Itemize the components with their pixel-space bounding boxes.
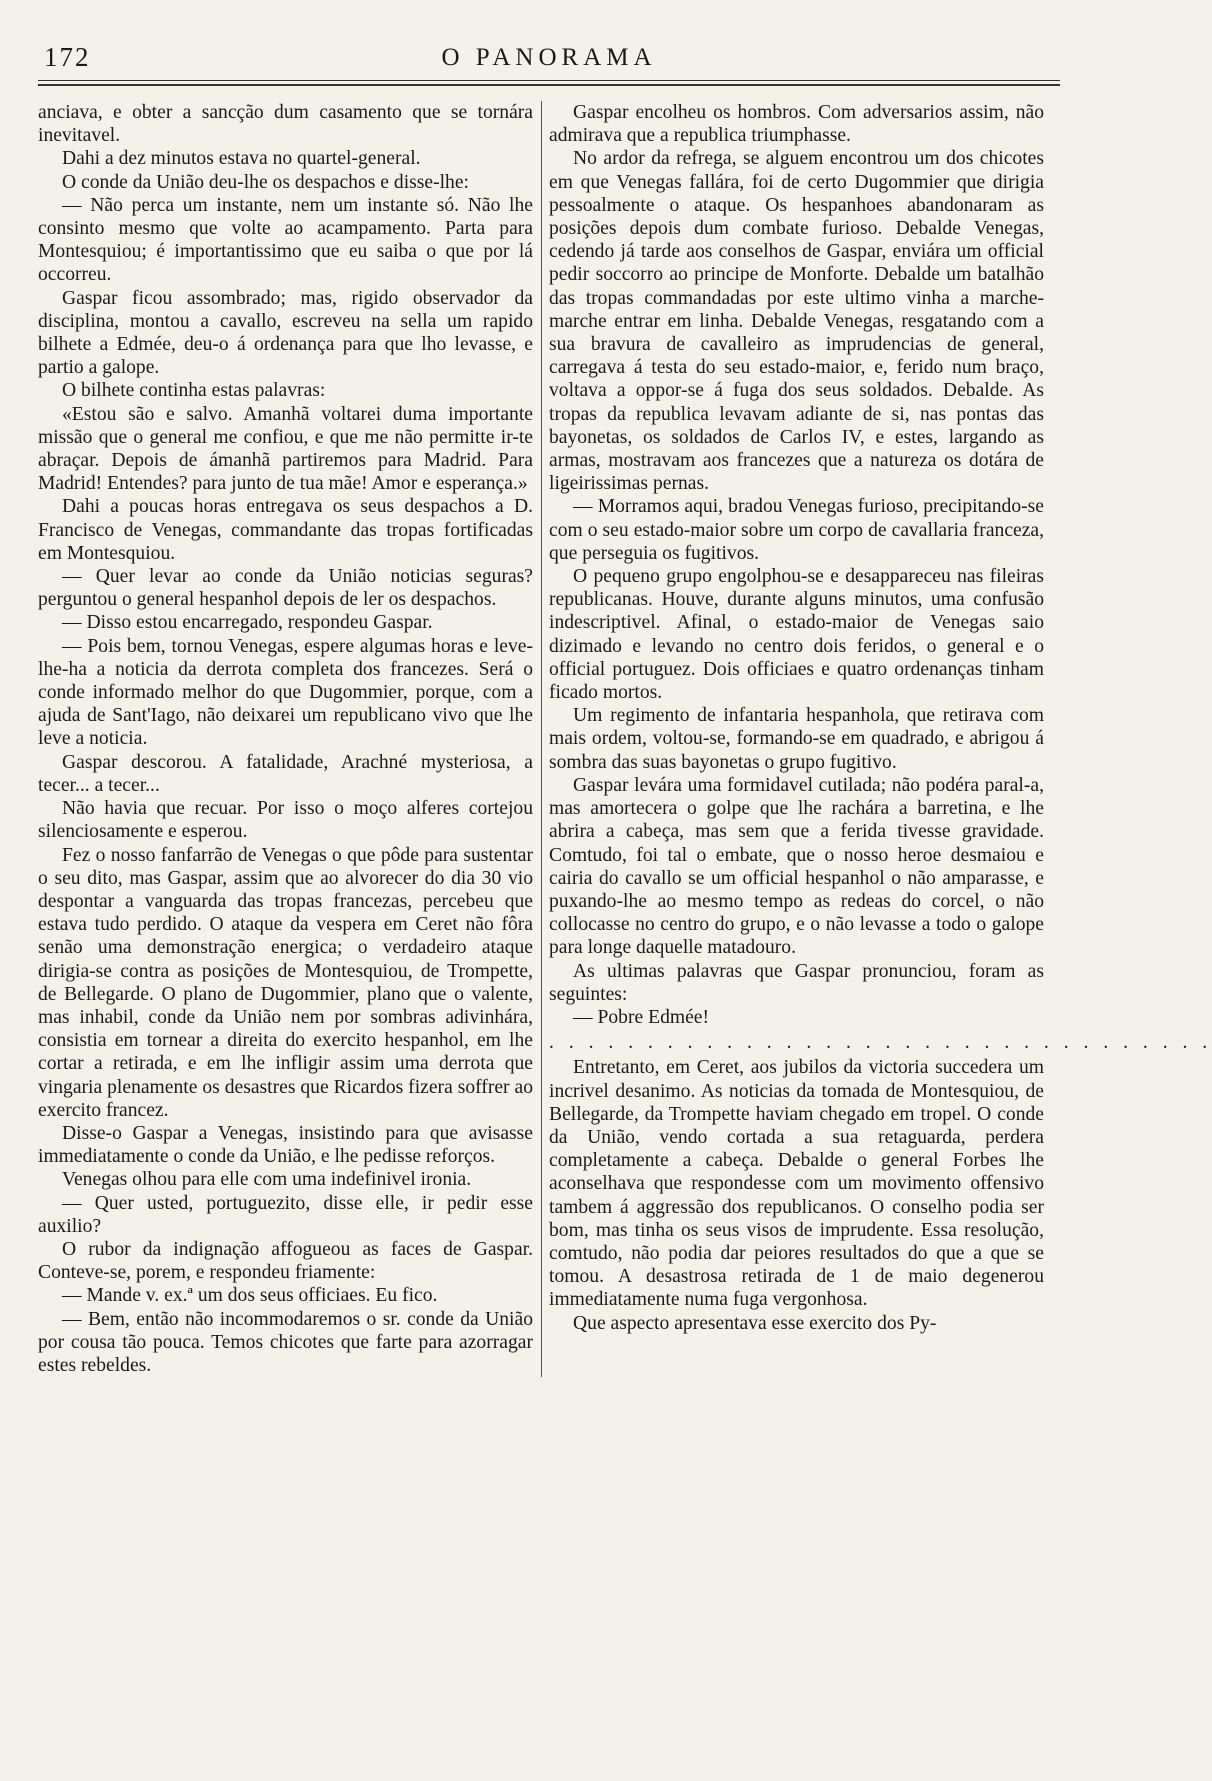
- paragraph: Não havia que recuar. Por isso o moço alferes cortejou silenciosamente e esperou.: [38, 798, 533, 843]
- paragraph: Gaspar levára uma formidavel cutilada; não podéra paral-a, mas amortecera o golpe que lhe rachára a barretina, e lhe abrira a cabeça, mas sem que a ferida tivesse gravidade. Comtudo, foi tal o embate, que o nosso heroe desmaiou e cairia do cavallo se um official hespanhol o não amparasse, e puxando-lhe ao mesmo tempo as redeas do corcel, o não collocasse no centro do grupo, e o não levasse a todo o galope para longe daquelle matadouro.: [549, 774, 1044, 959]
- paragraph: O rubor da indignação affogueou as faces de Gaspar. Conteve-se, porem, e respondeu friamente:: [38, 1238, 533, 1284]
- left-column: [38, 101, 533, 1377]
- paragraph: Gaspar encolheu os hombros. Com adversarios assim, não admirava que a republica triumphasse.: [549, 102, 1044, 147]
- paragraph: Dahi a dez minutos estava no quartel-general.: [62, 148, 421, 170]
- paragraph: — Morramos aqui, bradou Venegas furioso, precipitando-se com o seu estado-maior sobre um corpo de cavallaria franceza, que perseguia os fugitivos.: [549, 496, 1044, 564]
- paragraph: Entretanto, em Ceret, aos jubilos da victoria succedera um incrivel desanimo. As noticias da tomada de Montesquiou, de Bellegarde, da Trompette haviam chegado em tropel. O conde da União, vendo cortada a sua retaguarda, perdera completamente a cabeça. Debalde o general Forbes lhe aconselhava que respondesse com um movimento offensivo tambem á aggressão dos republicanos. O conselho podia ser bom, mas tinha os seus visos de imprudente. Essa resolução, comtudo, não podia dar peiores resultados do que a que se tomou. A desastrosa retirada de 1 de maio degenerou immediatamente numa fuga vergonhosa.: [549, 1057, 1044, 1311]
- paragraph: Gaspar descorou. A fatalidade, Arachné mysteriosa, a tecer... a tecer...: [38, 751, 533, 796]
- paragraph: — Pois bem, tornou Venegas, espere algumas horas e leve-lhe-ha a noticia da derrota completa dos francezes. Será o conde informado melhor do que Dugommier, porque, com a ajuda de Sant'Iago, não deixarei um republicano vivo que lhe leve a noticia.: [38, 635, 533, 750]
- page-header: [38, 38, 1060, 81]
- paragraph: anciava, e obter a sancção dum casamento que se tornára inevitavel.: [38, 102, 533, 147]
- text-columns: [38, 101, 1212, 1377]
- paragraph: — Quer usted, portuguezito, disse elle, ir pedir esse auxilio?: [38, 1192, 533, 1237]
- paragraph: — Bem, então não incommodaremos o sr. conde da União por cousa tão pouca. Temos chicotes que farte para azorragar estes rebeldes.: [38, 1308, 533, 1376]
- paragraph: Gaspar ficou assombrado; mas, rigido observador da disciplina, montou a cavallo, escreveu na sella um rapido bilhete a Edmée, deu-o á ordenança para que lho levasse, e partio a galope.: [38, 287, 533, 379]
- column-divider: [541, 101, 542, 1377]
- paragraph: «Estou são e salvo. Amanhã voltarei duma importante missão que o general me confiou, e que me não permitte ir-te abraçar. Depois de ámanhã partiremos para Madrid. Para Madrid! Entendes? para junto de tua mãe! Amor e esperança.»: [38, 403, 533, 495]
- paragraph: — Mande v. ex.ª um dos seus officiaes. Eu fico.: [62, 1285, 438, 1307]
- section-separator-dots: . . . . . . . . . . . . . . . . . . . . . . . . . . . . . . . . . .: [549, 1032, 1212, 1054]
- paragraph: As ultimas palavras que Gaspar pronunciou, foram as seguintes:: [549, 960, 1044, 1005]
- right-column: [549, 101, 1212, 1377]
- paragraph: Que aspecto apresentava esse exercito dos Py-: [573, 1312, 937, 1334]
- paragraph: Dahi a poucas horas entregava os seus despachos a D. Francisco de Venegas, commandante das tropas fortificadas em Montesquiou.: [38, 496, 533, 564]
- paragraph: O conde da União deu-lhe os despachos e disse-lhe:: [62, 171, 469, 193]
- paragraph: — Quer levar ao conde da União noticias seguras? perguntou o general hespanhol depois de ler os despachos.: [38, 566, 533, 611]
- paragraph: Venegas olhou para elle com uma indefinivel ironia.: [62, 1169, 472, 1191]
- paragraph: Fez o nosso fanfarrão de Venegas o que pôde para sustentar o seu dito, mas Gaspar, assim que ao alvorecer do dia 30 vio despontar a vanguarda das tropas francezas, percebeu que estava tudo perdido. O ataque da vespera em Ceret não fôra senão uma demonstração energica; o verdadeiro ataque dirigia-se contra as posições de Montesquiou, de Trompette, de Bellegarde. O plano de Dugommier, plano que o valente, mas inhabil, conde da União nem por sombras adivinhára, consistia em tornear a direita do exercito hespanhol, em lhe cortar a retirada, e em lhe infligir assim uma derrota que vingaria plenamente os desastres que Ricardos fizera soffrer ao exercito francez.: [38, 844, 533, 1121]
- journal-title: O PANORAMA: [441, 44, 657, 71]
- paragraph: — Disso estou encarregado, respondeu Gaspar.: [62, 612, 433, 634]
- page-number: 172: [44, 42, 91, 72]
- paragraph: No ardor da refrega, se alguem encontrou um dos chicotes em que Venegas fallára, foi de certo Dugommier que dirigia pessoalmente o ataque. Os hespanhoes abandonaram as posições depois dum combate furioso. Debalde Venegas, cedendo já tarde aos conselhos de Gaspar, enviára um official pedir soccorro ao principe de Monforte. Debalde um batalhão das tropas commandadas por este ultimo vinha a marche-marche entrar em linha. Debalde Venegas, resgatando com a sua bravura de cavalleiro as imprudencias de general, carregava á testa do seu estado-maior, e, ferido num braço, voltava a oppor-se á fuga dos seus soldados. Debalde. As tropas da republica levavam adiante de si, nas pontas das bayonetas, os soldados de Carlos IV, e estes, largando as armas, mostravam aos francezes que a natureza os dotára de ligeirissimas pernas.: [549, 148, 1044, 495]
- paragraph: — Pobre Edmée!: [573, 1006, 710, 1028]
- paragraph: O bilhete continha estas palavras:: [62, 380, 326, 402]
- paragraph: Um regimento de infantaria hespanhola, que retirava com mais ordem, voltou-se, formando-se em quadrado, e abrigou á sombra das suas bayonetas o grupo fugitivo.: [549, 705, 1044, 773]
- paragraph: O pequeno grupo engolphou-se e desappareceu nas fileiras republicanas. Houve, durante alguns minutos, uma confusão indescriptivel. Afinal, o estado-maior de Venegas saio dizimado e levando no centro dois feridos, o general e o official portuguez. Dois officiaes e quatro ordenanças tinham ficado mortos.: [549, 566, 1044, 704]
- header-rule: [38, 84, 1060, 86]
- paragraph: — Não perca um instante, nem um instante só. Não lhe consinto mesmo que volte ao acampamento. Parta para Montesquiou; é importantissimo que eu saiba o que por lá occorreu.: [38, 194, 533, 286]
- paragraph: Disse-o Gaspar a Venegas, insistindo para que avisasse immediatamente o conde da União, e lhe pedisse reforços.: [38, 1122, 533, 1168]
